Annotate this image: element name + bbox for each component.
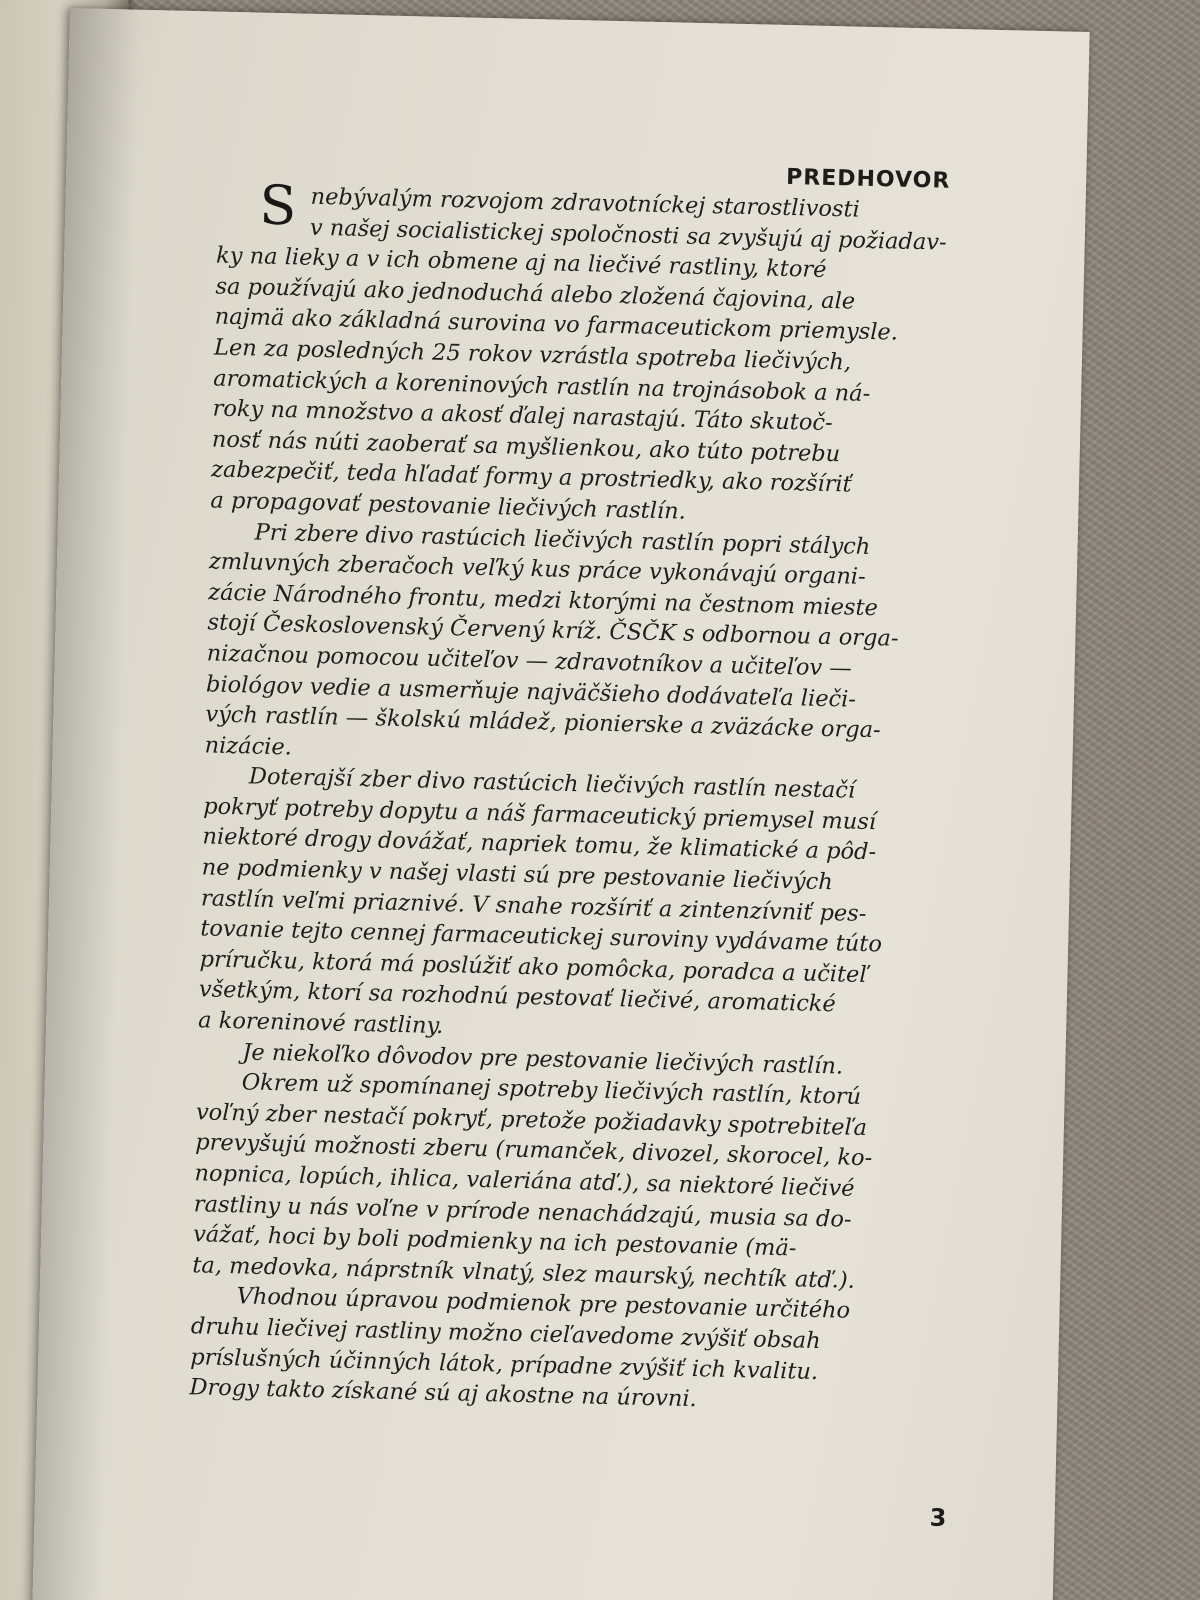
page-number: 3 [929,1503,947,1533]
page-heading: PREDHOVOR [785,164,951,194]
paragraph-3: Doterajší zber divo rastúcich liečivých rastlín nestačí pokryť potreby dopytu a náš farmaceutický priemysel musí niektoré drogy dovážať, napriek tomu, že klimatické a pôd- ne podmienky v našej vlasti sú pre pestovanie liečivých rastlín veľmi priaznivé. V snahe rozšíriť a zintenzívniť pes- tovanie tejto cennej farmaceutickej suroviny vydávame túto príručku, ktorá má poslúžiť ako pomôcka, poradca a učiteľ všetkým, ktorí sa rozhodnú pestovať liečivé, aromatické a koreninové rastliny. [197,763,883,1040]
paragraph-2: Pri zbere divo rastúcich liečivých rastlín popri stálych zmluvných zberačoch veľký kus práce vykonávajú organi- zácie Národného frontu, medzi ktorými na čestnom mieste stojí Československý Červený kríž. ČSČK s odbornou a orga- nizačnou pomocou učiteľov — zdravotníkov a učiteľov — biológov vedie a usmerňuje najväčšieho dodávateľa lieči- vých rastlín — školskú mládež, pionierske a zväzácke orga- nizácie. [204,519,899,761]
paragraph-5: Okrem už spomínanej spotreby liečivých rastlín, ktorú voľný zber nestačí pokryť, pretože požiadavky spotrebiteľa prevyšujú možnosti zberu (rumanček, divozel, skorocel, ko- nopnica, lopúch, ihlica, valeriána atď.), sa niektoré liečivé rastliny u nás voľne v prírode nenachádzajú, musia sa do- vážať, hoci by boli podmienky na ich pestovanie (mä- ta, medovka, náprstník vlnatý, slez maurský, nechtík atď.). [192,1069,873,1294]
paragraph-1-text: nebývalým rozvojom zdravotníckej starostlivosti v našej socialistickej spoločnosti sa zvyšujú aj požiadav- ky na lieky a v ich obmene aj na liečivé rastliny, ktoré sa používajú ako jednoduchá alebo zložená čajovina, ale najmä ako základná surovina vo farmaceutickom priemysle. Len za posledných 25 rokov vzrástla spotreba liečivých, aromatických a koreninových rastlín na trojnásobok a ná- roky na množstvo a akosť ďalej narastajú. Táto skutoč- nosť nás núti zaoberať sa myšlienkou, ako túto potrebu zabezpečiť, teda hľadať formy a prostriedky, ako rozšíriť a propagovať pestovanie liečivých rastlín. [210,183,947,525]
paragraph-4: Je niekoľko dôvodov pre pestovanie liečivých rastlín. [242,1038,844,1080]
paragraph-6: Vhodnou úpravou podmienok pre pestovanie určitého druhu liečivej rastliny možno cieľavedome zvýšiť obsah príslušných účinných látok, prípadne zvýšiť ich kvalitu. Drogy takto získané sú aj akostne na úrovni. [189,1283,851,1413]
book-page [31,8,1089,1600]
drop-cap: S [258,173,298,238]
